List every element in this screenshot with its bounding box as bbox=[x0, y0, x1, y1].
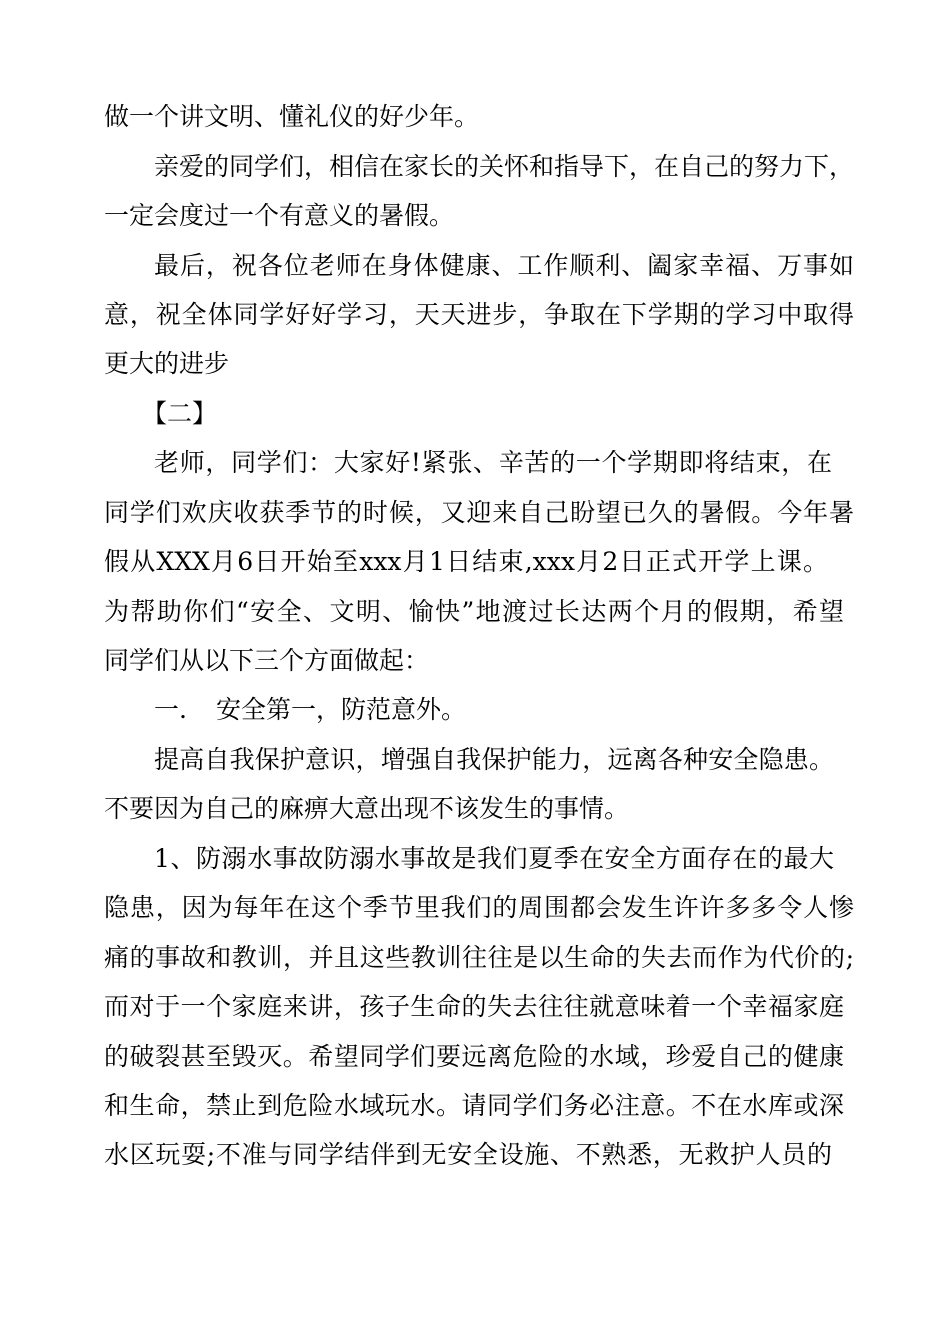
text-line: 更大的进步 bbox=[104, 349, 230, 378]
item-title: 安全第一，防范意外。 bbox=[216, 695, 467, 724]
text-line: 意，祝全体同学好好学习，天天进步，争取在下学期的学习中取得 bbox=[104, 300, 854, 329]
text-line: 不要因为自己的麻痹大意出现不该发生的事情。 bbox=[104, 794, 630, 823]
text-line: 和生命，禁止到危险水域玩水。请同学们务必注意。不在水库或深 bbox=[104, 1091, 844, 1120]
text-line: 同学们欢庆收获季节的时候，又迎来自己盼望已久的暑假。今年暑 bbox=[104, 498, 854, 527]
text-line: 假从XXX月6日开始至xxx月1日结束,xxx月2日正式开学上课。 bbox=[104, 547, 828, 576]
text-line: 最后，祝各位老师在身体健康、工作顺利、阖家幸福、万事如 bbox=[154, 251, 854, 280]
text-line: 同学们从以下三个方面做起： bbox=[104, 646, 430, 675]
text-line: 亲爱的同学们，相信在家长的关怀和指导下，在自己的努力下， bbox=[154, 152, 854, 181]
numbered-heading bbox=[154, 692, 904, 728]
text-line: 的破裂甚至毁灭。希望同学们要远离危险的水域，珍爱自己的健康 bbox=[104, 1042, 844, 1071]
text-line: 提高自我保护意识，增强自我保护能力，远离各种安全隐患。 bbox=[154, 745, 834, 774]
text-line: 痛的事故和教训，并且这些教训往往是以生命的失去而作为代价的; bbox=[104, 943, 854, 972]
text-line: 老师，同学们：大家好!紧张、辛苦的一个学期即将结束，在 bbox=[154, 448, 832, 477]
text-line: 隐患，因为每年在这个季节里我们的周围都会发生许许多多令人惨 bbox=[104, 893, 854, 922]
text-line: 一定会度过一个有意义的暑假。 bbox=[104, 201, 455, 230]
text-line: 为帮助你们“安全、文明、愉快”地渡过长达两个月的假期，希望 bbox=[104, 597, 844, 626]
text-line: 做一个讲文明、懂礼仪的好少年。 bbox=[104, 102, 480, 131]
text-line: 水区玩耍;不准与同学结伴到无安全设施、不熟悉，无救护人员的 bbox=[104, 1140, 832, 1169]
item-number: 一. bbox=[154, 695, 187, 724]
section-heading: 【二】 bbox=[142, 399, 218, 428]
text-line: 1、防溺水事故防溺水事故是我们夏季在安全方面存在的最大 bbox=[154, 844, 834, 873]
text-line: 而对于一个家庭来讲，孩子生命的失去往往就意味着一个幸福家庭 bbox=[104, 992, 844, 1021]
